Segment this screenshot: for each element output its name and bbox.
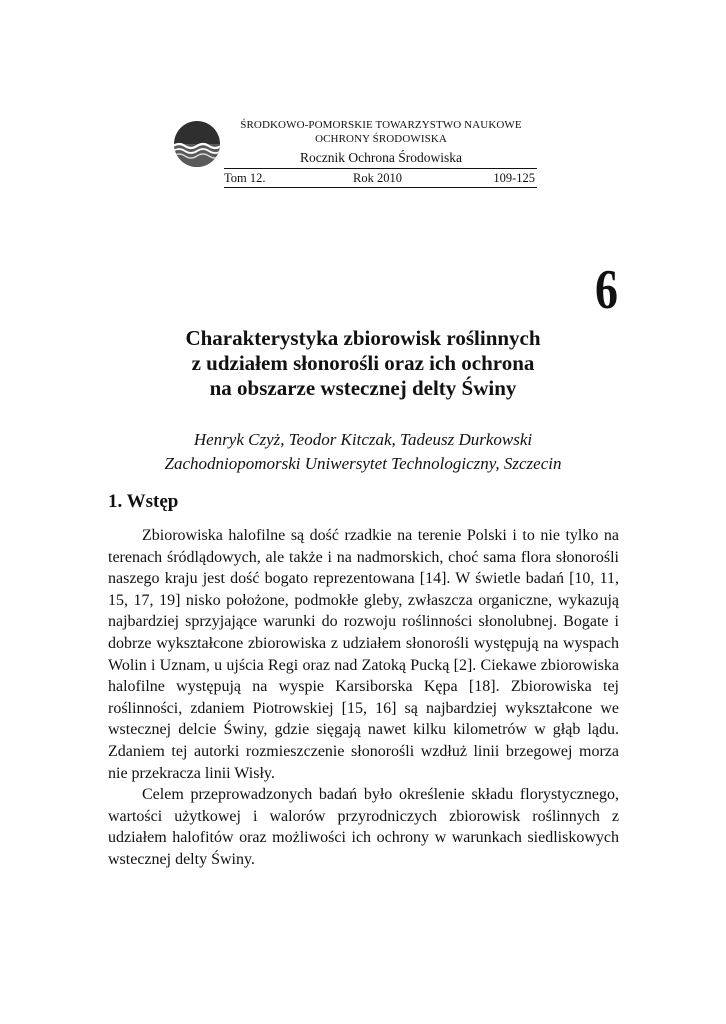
body-text: [108, 525, 619, 871]
journal-name: Rocznik Ochrona Środowiska: [300, 150, 462, 165]
header-rule-bottom: [224, 187, 537, 188]
page-range: 109-125: [493, 171, 535, 185]
society-name-line1: ŚRODKOWO-POMORSKIE TOWARZYSTWO NAUKOWE: [240, 119, 522, 131]
title-line: na obszarze wstecznej delty Świny: [209, 376, 517, 400]
paragraph: Celem przeprowadzonych badań było określenie składu florystycznego, wartości użytkowej i walorów przyrodniczych zbiorowisk roślinnych z udziałem halofitów oraz możliwości ich ochrony w warunkach siedliskowych wstecznej delty Świny.: [108, 786, 619, 868]
paper-title: [108, 326, 618, 401]
society-logo: [173, 120, 221, 168]
header-rule-top: [224, 168, 537, 169]
title-line: Charakterystyka zbiorowisk roślinnych: [185, 326, 541, 350]
society-name: [224, 118, 538, 146]
volume-info-row: [224, 170, 537, 186]
publication-year: Rok 2010: [353, 171, 402, 185]
section-heading: 1. Wstęp: [108, 491, 179, 512]
volume-number: Tom 12.: [224, 171, 266, 185]
title-line: z udziałem słonorośli oraz ich ochrona: [191, 351, 535, 375]
author-names: Henryk Czyż, Teodor Kitczak, Tadeusz Durkowski: [193, 430, 533, 449]
paragraph: Zbiorowiska halofilne są dość rzadkie na terenie Polski i to nie tylko na terenach śródlądowych, ale także i na nadmorskich, choć sama flora słonorośli naszego kraju jest dość bogato reprezentowana [14]. W świetle badań [10, 11, 15, 17, 19] nisko położone, podmokłe gleby, zwłaszcza organiczne, wykazują najbardziej sprzyjające warunki do rozwoju roślinności słonolubnej. Bogate i dobrze wykształcone zbiorowiska z udziałem słonorośli występują na wyspach Wolin i Uznam, u ujścia Regi oraz nad Zatoką Pucką [2]. Ciekawe zbiorowiska halofilne występują na wyspie Karsiborska Kępa [18]. Zbiorowiska tej roślinności, zdaniem Piotrowskiej [15, 16] są najbardziej wykształcone we wstecznej delcie Świny, gdzie sięgają nawet kilku kilometrów w głąb lądu. Zdaniem tej autorki rozmieszczenie słonorośli wzdłuż linii brzegowej morza nie przekracza linii Wisły.: [108, 527, 619, 782]
society-name-line2: OCHRONY ŚRODOWISKA: [315, 133, 447, 145]
author-affiliation: Zachodniopomorski Uniwersytet Technologiczny, Szczecin: [164, 454, 562, 473]
chapter-number: 6: [595, 259, 618, 321]
author-block: [108, 428, 618, 476]
